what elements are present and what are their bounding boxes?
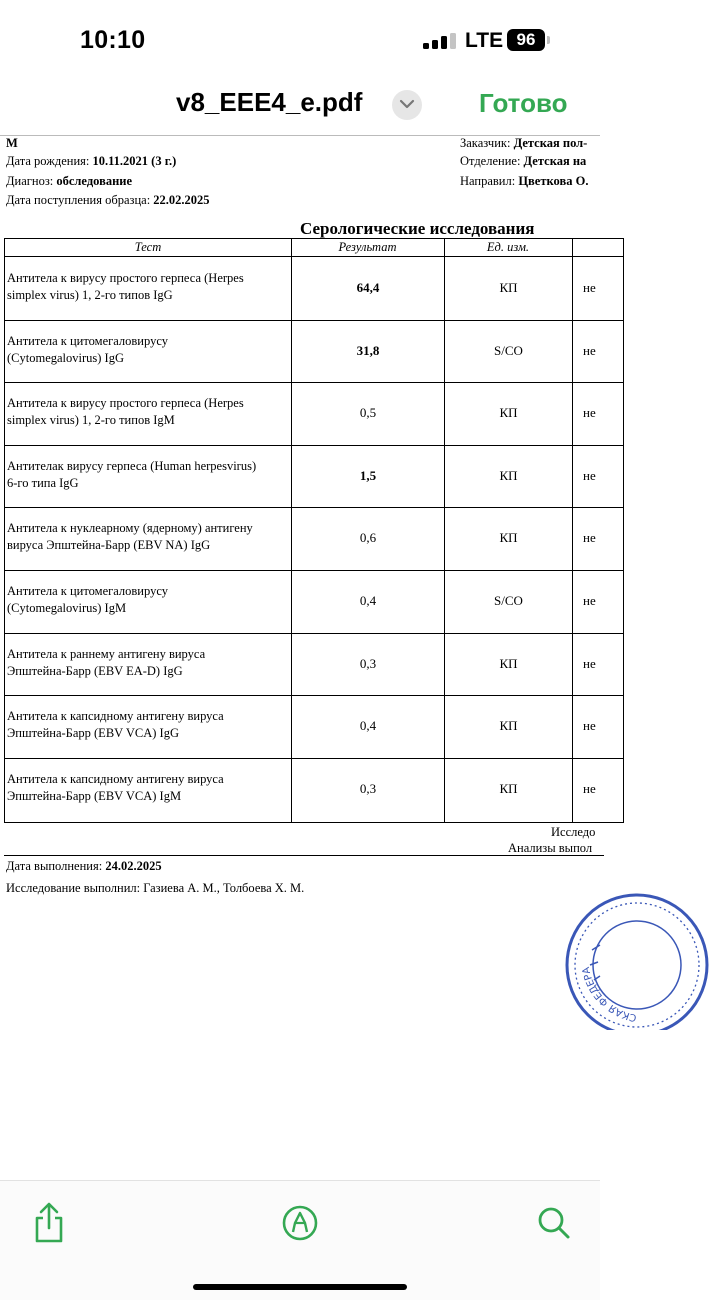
test-unit: КП xyxy=(499,718,518,734)
department-label: Отделение: xyxy=(460,154,521,168)
table-row xyxy=(5,257,623,319)
test-name-line1: Антитела к вирусу простого герпеса (Herpes xyxy=(7,271,244,285)
test-result: 0,3 xyxy=(359,780,377,796)
test-reference: не xyxy=(583,405,596,421)
department-value: Детская на xyxy=(523,154,587,168)
customer-line xyxy=(460,136,587,151)
completion-line xyxy=(6,859,162,874)
diagnosis-label: Диагноз: xyxy=(6,174,54,188)
test-name xyxy=(7,646,291,680)
test-name-line2: Эпштейна-Барр (EBV EA-D) IgG xyxy=(7,663,183,678)
dob-value: 10.11.2021 (3 г.) xyxy=(92,154,177,168)
test-name-line1: Антитела к цитомегаловирусу xyxy=(7,333,168,348)
test-unit: КП xyxy=(499,405,518,421)
test-unit: КП xyxy=(499,467,518,483)
test-result: 31,8 xyxy=(356,342,380,358)
test-name-line1: Антитела к капсидному антигену вируса xyxy=(7,709,224,724)
test-name xyxy=(7,270,291,304)
test-name xyxy=(7,708,291,742)
section-title: Серологические исследования xyxy=(300,219,535,238)
diagnosis-value: обследование xyxy=(56,174,133,188)
pdf-document[interactable] xyxy=(0,135,638,1180)
test-name xyxy=(7,333,291,367)
test-name-line1: Антитела к вирусу простого герпеса (Herpes xyxy=(7,396,244,411)
test-name-line2: (Cytomegalovirus) IgM xyxy=(7,601,127,615)
test-name xyxy=(7,771,291,805)
test-result: 0,4 xyxy=(359,718,377,734)
test-name-line2: Эпштейна-Барр (EBV VCA) IgM xyxy=(7,788,182,803)
test-unit: КП xyxy=(499,530,518,546)
title-bar xyxy=(0,80,600,134)
dob-line xyxy=(6,154,176,169)
test-unit: S/CO xyxy=(494,342,523,358)
test-name xyxy=(7,395,291,429)
stamp-text: СКАЯ ФЕДЕРА xyxy=(580,965,638,1023)
signal-icon xyxy=(423,33,457,49)
test-reference: не xyxy=(583,530,596,546)
test-result: 0,4 xyxy=(359,593,377,608)
chevron-down-icon[interactable] xyxy=(392,90,422,120)
test-name-line1: Антитела к цитомегаловирусу xyxy=(7,584,168,598)
bottom-toolbar xyxy=(0,1180,600,1300)
sample-date-line xyxy=(6,193,210,208)
test-result: 0,5 xyxy=(359,405,377,421)
diagnosis-line xyxy=(6,174,132,189)
completion-value: 24.02.2025 xyxy=(105,859,162,873)
footer-note-1: Исследо xyxy=(551,825,596,839)
table-row xyxy=(5,320,623,382)
test-result: 1,5 xyxy=(359,467,377,483)
test-reference: не xyxy=(583,467,596,483)
share-icon[interactable] xyxy=(29,1201,69,1245)
done-button[interactable]: Готово xyxy=(479,88,568,118)
footer-rule xyxy=(4,855,604,856)
table-row xyxy=(5,445,623,507)
status-time: 10:10 xyxy=(80,26,146,54)
results-table xyxy=(4,238,624,823)
test-unit: S/CO xyxy=(494,593,523,608)
test-unit: КП xyxy=(499,655,518,671)
referred-line xyxy=(460,174,588,189)
test-reference: не xyxy=(583,280,596,295)
footer-note-2: Анализы выпол xyxy=(508,841,593,855)
official-stamp xyxy=(562,890,712,1030)
battery-cap xyxy=(547,36,550,44)
table-row xyxy=(5,507,623,569)
test-name-line2: Эпштейна-Барр (EBV VCA) IgG xyxy=(7,726,179,741)
department-line xyxy=(460,154,586,169)
test-name-line2: simplex virus) 1, 2-го типов IgM xyxy=(7,413,175,428)
test-unit: КП xyxy=(499,280,518,295)
referred-label: Направил: xyxy=(460,174,516,188)
test-reference: не xyxy=(583,342,596,358)
patient-name: М xyxy=(6,136,18,150)
test-name-line1: Антитела к капсидному антигену вируса xyxy=(7,771,224,786)
test-reference: не xyxy=(583,655,596,671)
test-name-line1: Антитела к раннему антигену вируса xyxy=(7,646,206,661)
sample-date-value: 22.02.2025 xyxy=(153,193,210,207)
search-icon[interactable] xyxy=(534,1201,574,1245)
test-name-line2: вируса Эпштейна-Барр (EBV NA) IgG xyxy=(7,538,211,553)
test-result: 64,4 xyxy=(356,280,380,295)
header-result: Результат xyxy=(338,240,397,254)
test-name xyxy=(7,520,291,554)
dob-label: Дата рождения: xyxy=(6,154,90,168)
table-row xyxy=(5,633,623,695)
performed-by: Исследование выполнил: Газиева А. М., Толбоева Х. М. xyxy=(6,881,305,895)
sample-date-label: Дата поступления образца: xyxy=(6,193,151,207)
test-reference: не xyxy=(583,593,596,608)
customer-value: Детская пол- xyxy=(513,136,588,150)
referred-value: Цветкова О. xyxy=(518,174,589,188)
test-name-line1: Антителак вирусу герпеса (Human herpesvirus) xyxy=(7,458,257,473)
test-name-line1: Антитела к нуклеарному (ядерному) антигену xyxy=(7,521,253,536)
table-row xyxy=(5,758,623,820)
header-test: Тест xyxy=(134,240,162,254)
table-row xyxy=(5,695,623,757)
test-name xyxy=(7,583,291,617)
file-title[interactable]: v8_EEE4_e.pdf xyxy=(176,87,363,117)
test-result: 0,3 xyxy=(359,655,377,671)
test-name-line2: (Cytomegalovirus) IgG xyxy=(7,350,124,365)
home-indicator xyxy=(193,1284,407,1290)
test-reference: не xyxy=(583,718,596,734)
test-result: 0,6 xyxy=(359,530,377,546)
header-unit: Ед. изм. xyxy=(486,240,530,254)
network-type: LTE xyxy=(465,29,504,52)
test-unit: КП xyxy=(499,780,518,796)
completion-label: Дата выполнения: xyxy=(6,859,103,873)
test-name-line2: 6-го типа IgG xyxy=(7,475,79,490)
customer-label: Заказчик: xyxy=(460,136,511,150)
table-row xyxy=(5,570,623,632)
battery-icon: 96 xyxy=(507,29,545,51)
table-row xyxy=(5,382,623,444)
status-bar xyxy=(0,0,600,80)
markup-icon[interactable] xyxy=(280,1201,320,1245)
test-reference: не xyxy=(583,780,596,796)
test-name xyxy=(7,458,291,492)
test-name-line2: simplex virus) 1, 2-го типов IgG xyxy=(7,288,173,302)
